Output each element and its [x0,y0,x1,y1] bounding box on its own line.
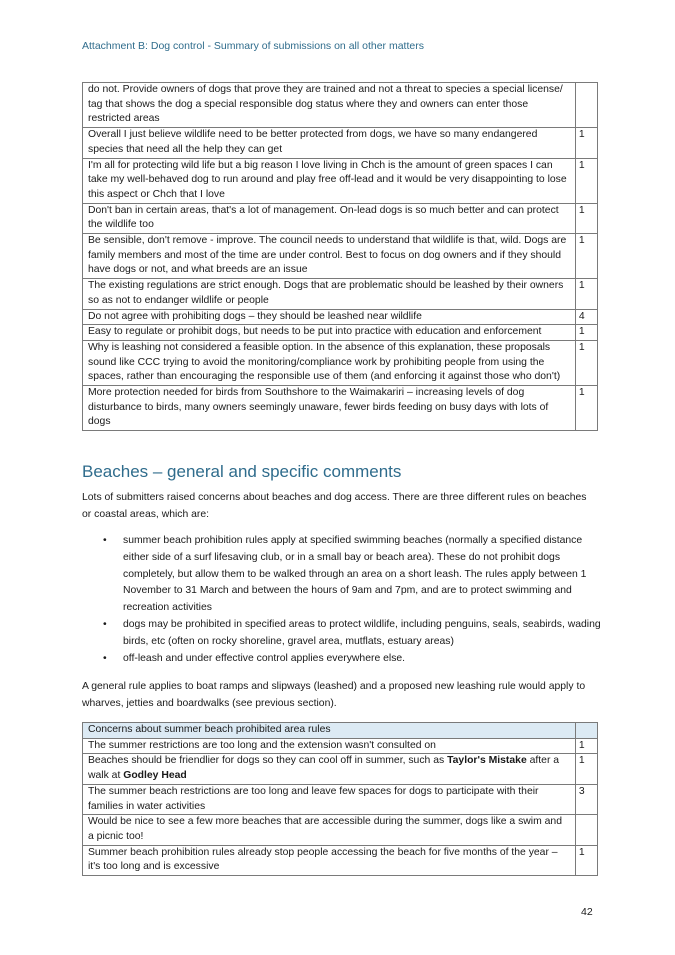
list-item-text: off-leash and under effective control applies everywhere else. [123,652,406,664]
comment-cell: Overall I just believe wildlife need to be better protected from dogs, we have so many endangered species that need all the help they can get [83,128,576,158]
comment-cell: Why is leashing not considered a feasible option. In the absence of this explanation, these proposals sound like CCC trying to avoid the monitoring/compliance work by prohibiting people from using the spaces, rather than encouraging the responsible use of them (and enforcing it against those who don't) [83,340,576,385]
page-header: Attachment B: Dog control - Summary of submissions on all other matters [82,40,424,52]
place-name: Godley Head [123,770,187,782]
count-cell: 1 [575,386,597,431]
table-header-cell: Concerns about summer beach prohibited area rules [83,723,576,739]
intro-paragraph: Lots of submitters raised concerns about beaches and dog access. There are three different rules on beaches or coastal areas, which are: [82,492,587,520]
submissions-table [82,82,598,431]
comment-cell: Would be nice to see a few more beaches that are accessible during the summer, dogs like a swim and a picnic too! [83,815,576,845]
table-row [83,279,598,309]
list-item-text: summer beach prohibition rules apply at specified swimming beaches (normally a specified distance either side of a surf lifesaving club, or in a small bay or beach area). These do not prohibit dogs completely, but allow them to be walked through an area on a short leash. The rules apply between 1 November to 31 March and between the hours of 9am and 7pm, and are to protect swimming and recreation activities [123,535,587,614]
outro-paragraph: A general rule applies to boat ramps and slipways (leashed) and a proposed new leashing rule would apply to wharves, jetties and boardwalks (see previous section). [82,681,586,709]
comment-text: after a walk at [88,755,560,782]
table-header-row [83,723,598,739]
table-row [83,128,598,158]
table-row [83,309,598,325]
count-cell: 1 [575,279,597,309]
count-cell: 1 [575,203,597,233]
beach-concerns-table [82,722,598,876]
table-row [83,386,598,431]
count-cell: 1 [575,325,597,341]
count-cell: 1 [575,234,597,279]
table-row [83,845,598,875]
table-row [83,340,598,385]
list-item-text: dogs may be prohibited in specified areas to protect wildlife, including penguins, seals, seabirds, wading birds, etc (often on rocky shoreline, gravel area, mutflats, estuary areas) [123,618,601,647]
comment-cell: Don't ban in certain areas, that's a lot of management. On-lead dogs is so much better and can protect the wildlife too [83,203,576,233]
page-number: 42 [581,906,593,918]
comment-cell: do not. Provide owners of dogs that prove they are trained and not a threat to species a special license/ tag that shows the dog a special responsible dog status where they and owners can enter those restricted areas [83,83,576,128]
count-cell: 1 [575,738,597,754]
bullet-icon: • [103,618,107,630]
count-cell: 1 [575,128,597,158]
table-header-count-cell [575,723,597,739]
count-cell: 1 [575,845,597,875]
list-item [82,533,602,617]
count-cell [575,83,597,128]
table-row [83,203,598,233]
bullet-icon: • [103,652,107,664]
count-cell: 3 [575,784,597,814]
count-cell: 4 [575,309,597,325]
list-item [82,651,602,668]
section-heading: Beaches – general and specific comments [82,462,402,481]
count-cell: 1 [575,754,597,784]
place-name: Taylor's Mistake [447,755,527,767]
table-row [83,83,598,128]
comment-cell: Do not agree with prohibiting dogs – they should be leashed near wildlife [83,309,576,325]
rules-list [82,533,602,667]
bullet-icon: • [103,535,107,546]
table-row [83,234,598,279]
comment-cell: More protection needed for birds from Southshore to the Waimakariri – increasing levels of dog disturbance to birds, many owners seemingly unaware, fewer birds feeding on busy days with lots of dogs [83,386,576,431]
comment-cell: The summer beach restrictions are too long and leave few spaces for dogs to participate with their families in water activities [83,784,576,814]
comment-cell: Summer beach prohibition rules already stop people accessing the beach for five months of the year – it's too long and is excessive [83,845,576,875]
comment-cell: Be sensible, don't remove - improve. The council needs to understand that wildlife is that, wild. Dogs are family members and most of the time are under control. Best to focus on dog owners and if they should have dogs or not, and what breeds are an issue [83,234,576,279]
table-row [83,325,598,341]
count-cell: 1 [575,158,597,203]
comment-text: Beaches should be friendlier for dogs so they can cool off in summer, such as [88,755,448,767]
table-row [83,815,598,845]
table-row [83,754,598,784]
count-cell: 1 [575,340,597,385]
list-item [82,617,602,651]
table-row [83,158,598,203]
comment-cell [83,754,576,784]
comment-cell: The existing regulations are strict enough. Dogs that are problematic should be leashed by their owners so as not to endanger wildlife or people [83,279,576,309]
comment-cell: The summer restrictions are too long and the extension wasn't consulted on [83,738,576,754]
table-row [83,738,598,754]
comment-cell: Easy to regulate or prohibit dogs, but needs to be put into practice with education and enforcement [83,325,576,341]
comment-cell: I'm all for protecting wild life but a big reason I love living in Chch is the amount of green spaces I can take my well-behaved dog to run around and play free off-lead and it would be very disappointing to lose this aspect or Chch that I love [83,158,576,203]
count-cell [575,815,597,845]
table-row [83,784,598,814]
